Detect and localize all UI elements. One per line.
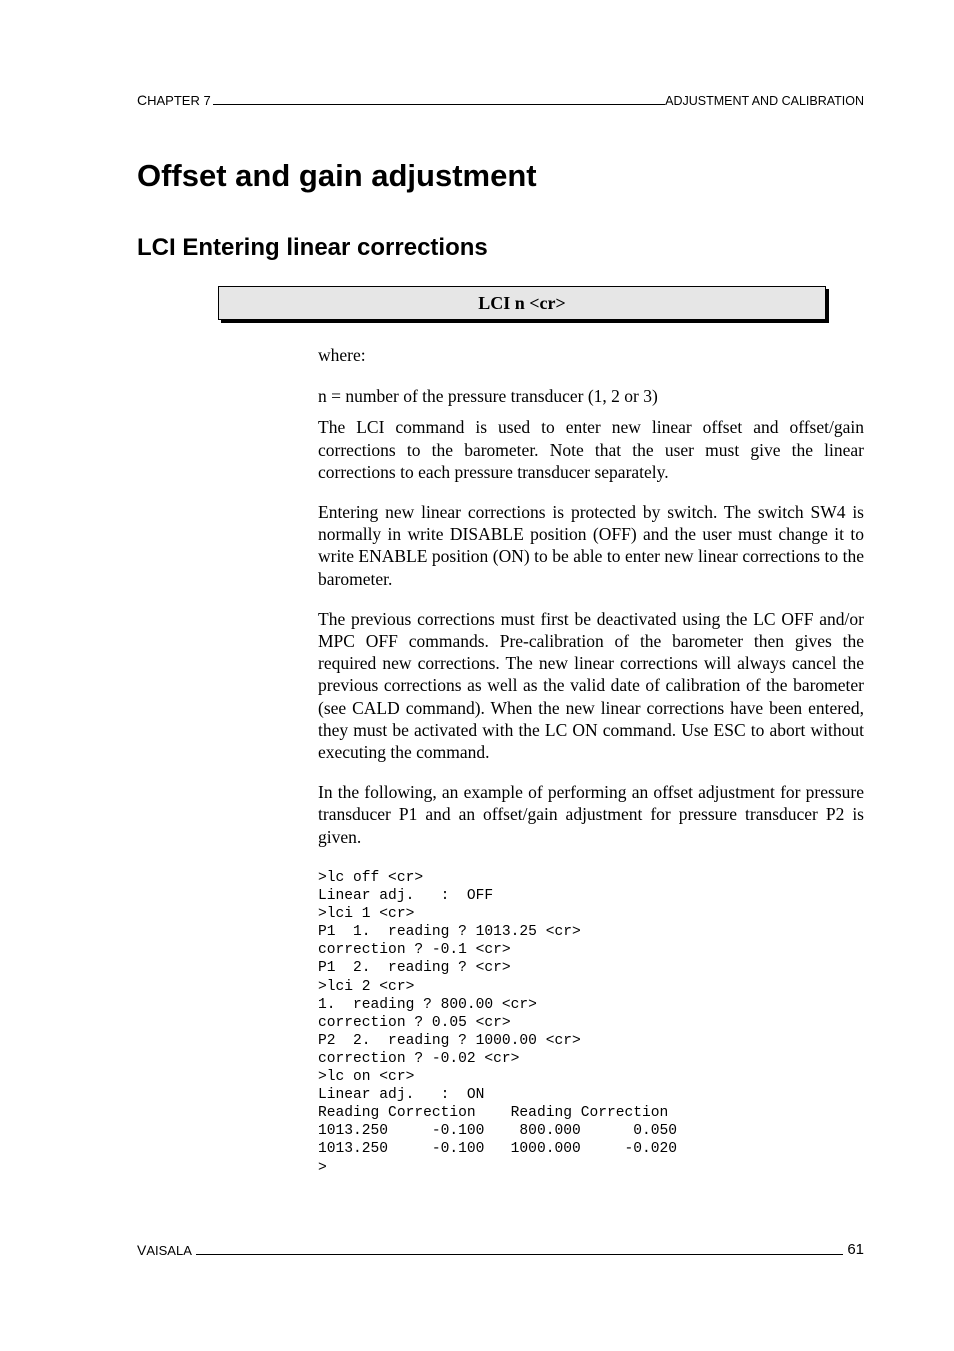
page-title: Offset and gain adjustment (137, 158, 537, 193)
code-line: correction ? 0.05 <cr> (318, 1014, 511, 1031)
chapter-label: CHAPTER 7 (137, 92, 211, 108)
code-line: 1013.250 -0.100 1000.000 -0.020 (318, 1141, 678, 1158)
code-line: >lci 1 <cr> (318, 906, 415, 923)
command-syntax-box (218, 286, 826, 320)
page-number: 61 (847, 1241, 864, 1258)
section-heading: LCI Entering linear corrections (137, 234, 488, 261)
code-line: Reading Correction Reading Correction (318, 1105, 669, 1122)
code-line: >lci 2 <cr> (318, 978, 415, 995)
body-text (318, 344, 864, 866)
paragraph-switch: Entering new linear corrections is protected by switch. The switch SW4 is normally in write DISABLE position (OFF) and the user must change it to write ENABLE position (ON) to be able to enter new linear corrections to the barometer. (318, 502, 864, 589)
footer-rule (196, 1253, 843, 1255)
code-line: 1. reading ? 800.00 <cr> (318, 996, 537, 1013)
code-line: Linear adj. : ON (318, 1087, 485, 1104)
code-line: correction ? -0.02 <cr> (318, 1050, 520, 1067)
code-line: P1 2. reading ? <cr> (318, 960, 511, 977)
page-footer (137, 1240, 864, 1258)
code-line: >lc off <cr> (318, 870, 424, 886)
code-line: P1 1. reading ? 1013.25 <cr> (318, 924, 581, 941)
code-line: 1013.250 -0.100 800.000 0.050 (318, 1123, 678, 1140)
code-line: P2 2. reading ? 1000.00 <cr> (318, 1032, 581, 1049)
code-example (318, 869, 677, 1177)
where-label: where: (318, 345, 366, 365)
section-label: ADJUSTMENT AND CALIBRATION (665, 94, 864, 108)
command-syntax: LCI n <cr> (478, 292, 566, 313)
paragraph-intro: The LCI command is used to enter new linear offset and offset/gain corrections to the barometer. Note that the user must give the linear corrections to each pressure transducer separately. (318, 417, 864, 482)
code-line: Linear adj. : OFF (318, 888, 494, 905)
paragraph-example: In the following, an example of performing an offset adjustment for pressure transducer P1 and an offset/gain adjustment for pressure transducer P2 is given. (318, 782, 864, 847)
paragraph-procedure: The previous corrections must first be deactivated using the LC OFF and/or MPC OFF commands. Pre-calibration of the barometer then gives the required new corrections. The new linear corrections will always cancel the previous corrections as well as the valid date of calibration of the barometer (see CALD command). When the new linear corrections have been entered, they must be activated with the LC ON command. Use ESC to abort without executing the command. (318, 608, 864, 763)
code-line: >lc on <cr> (318, 1069, 415, 1086)
header-rule (213, 103, 665, 105)
code-line: > (318, 1159, 327, 1176)
page-header (137, 90, 864, 108)
brand-label: VAISALA (137, 1242, 192, 1258)
code-line: correction ? -0.1 <cr> (318, 942, 511, 959)
parameter-definition: n = number of the pressure transducer (1, 2 or 3) (318, 386, 658, 407)
